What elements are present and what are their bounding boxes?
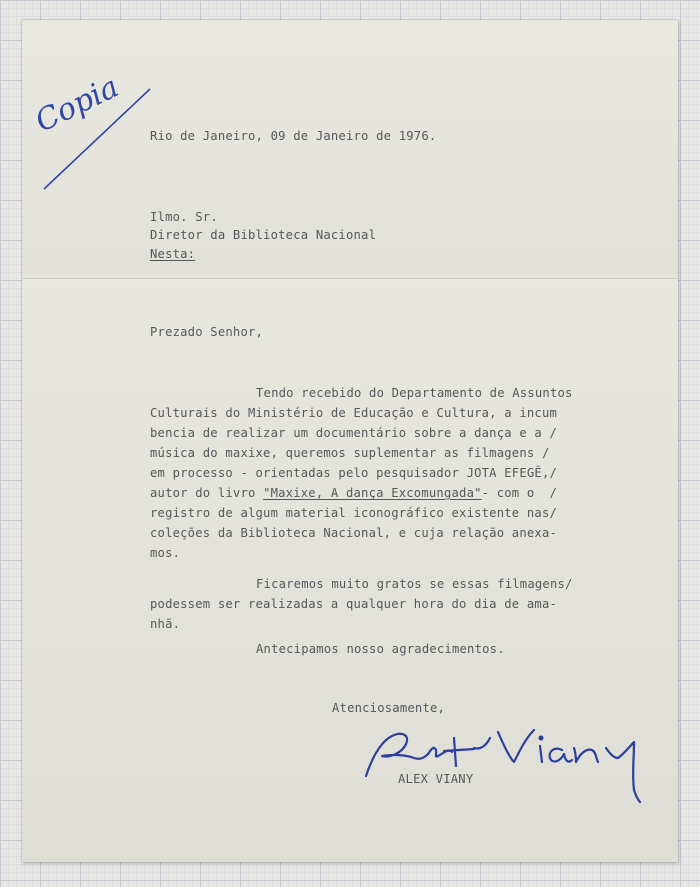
salutation: Prezado Senhor, xyxy=(150,325,264,339)
book-title: "Maxixe, A dança Excomungada" xyxy=(263,486,482,500)
body-line: em processo - orientadas pelo pesquisador JOTA EFEGÊ,/ xyxy=(150,466,558,480)
recipient-office: Diretor da Biblioteca Nacional xyxy=(150,228,377,242)
paper-fold-line xyxy=(22,278,678,279)
copia-underline xyxy=(40,85,155,195)
signature-name: ALEX VIANY xyxy=(398,772,474,786)
recipient-title: Ilmo. Sr. xyxy=(150,210,218,224)
body-line: Tendo recebido do Departamento de Assuntos xyxy=(256,386,573,400)
body-line: nhã. xyxy=(150,617,181,631)
body-line: Culturais do Ministério de Educação e Cultura, a incum xyxy=(150,406,558,420)
book-suffix: - com o / xyxy=(481,486,558,500)
copia-handwritten-note: Copia xyxy=(30,69,125,140)
body-line: Antecipamos nosso agradecimentos. xyxy=(256,642,505,656)
date-line: Rio de Janeiro, 09 de Janeiro de 1976. xyxy=(150,129,437,143)
recipient-location: Nesta: xyxy=(150,247,196,261)
closing: Atenciosamente, xyxy=(332,701,446,715)
body-line: bencia de realizar um documentário sobre a dança e a / xyxy=(150,426,558,440)
body-line: mos. xyxy=(150,546,181,560)
body-line: podessem ser realizadas a qualquer hora do dia de ama- xyxy=(150,597,558,611)
body-line: música do maxixe, queremos suplementar as filmagens / xyxy=(150,446,550,460)
body-line: registro de algum material iconográfico existente nas/ xyxy=(150,506,558,520)
body-line-book xyxy=(150,484,557,502)
body-line: Ficaremos muito gratos se essas filmagens/ xyxy=(256,577,573,591)
book-prefix: autor do livro xyxy=(150,486,264,500)
body-line: coleções da Biblioteca Nacional, e cuja relação anexa- xyxy=(150,526,558,540)
handwritten-signature xyxy=(362,718,657,808)
